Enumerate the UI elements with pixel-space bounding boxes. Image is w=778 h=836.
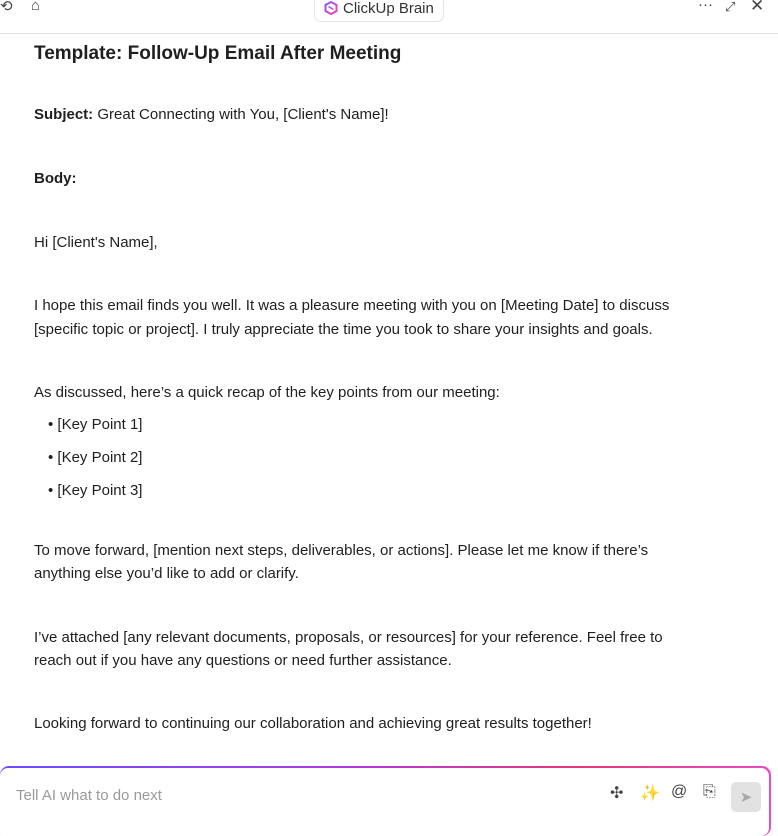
send-button[interactable] (731, 782, 761, 812)
mention-icon[interactable]: @ (671, 783, 688, 800)
bullet-text: [Key Point 1] (57, 416, 143, 433)
brand-badge[interactable] (314, 0, 444, 22)
subject-label: Subject: (34, 106, 94, 123)
brand-label: ClickUp Brain (343, 0, 434, 17)
bullet-text: [Key Point 3] (57, 482, 143, 499)
more-icon[interactable]: ··· (698, 0, 713, 13)
attachment-icon[interactable]: ⎘ (703, 783, 716, 800)
expand-icon[interactable]: ⤢ (725, 0, 736, 14)
bullet-item: • [Key Point 1] (48, 416, 143, 433)
send-icon: ➤ (739, 789, 753, 806)
paragraph-3-line-2: reach out if you have any questions or need further assistance. (34, 652, 452, 669)
ai-prompt-input[interactable] (14, 786, 578, 805)
paragraph-1-line-1: I hope this email finds you well. It was a pleasure meeting with you on [Meeting Date] to discuss (34, 297, 670, 314)
integrations-icon[interactable]: ✣ (610, 785, 624, 802)
close-icon[interactable]: ✕ (750, 0, 765, 15)
closing-line: Looking forward to continuing our collaboration and achieving great results together! (34, 715, 592, 732)
bullet-item: • [Key Point 3] (48, 482, 143, 499)
top-bar (0, 0, 778, 34)
bullet-text: [Key Point 2] (57, 449, 143, 466)
body-label: Body: (34, 170, 77, 187)
history-icon[interactable]: ⟲ (0, 0, 13, 15)
paragraph-2-line-2: anything else you’d like to add or clarify. (34, 565, 299, 582)
greeting: Hi [Client's Name], (34, 234, 158, 251)
ai-prompt-box (0, 766, 771, 836)
paragraph-1-line-2: [specific topic or project]. I truly appreciate the time you took to share your insights and goals. (34, 321, 653, 338)
magic-wand-icon[interactable]: ✨ (640, 785, 660, 802)
subject-line (34, 103, 389, 126)
clickup-brain-logo-icon (324, 1, 338, 15)
home-icon[interactable]: ⌂ (31, 0, 41, 14)
document-title: Template: Follow-Up Email After Meeting (34, 43, 402, 64)
paragraph-2-line-1: To move forward, [mention next steps, deliverables, or actions]. Please let me know if there’s (34, 542, 649, 559)
paragraph-3-line-1: I’ve attached [any relevant documents, proposals, or resources] for your reference. Feel free to (34, 629, 663, 646)
bullet-item: • [Key Point 2] (48, 449, 143, 466)
recap-intro: As discussed, here’s a quick recap of the key points from our meeting: (34, 384, 500, 401)
subject-value: Great Connecting with You, [Client's Name]! (93, 106, 389, 123)
